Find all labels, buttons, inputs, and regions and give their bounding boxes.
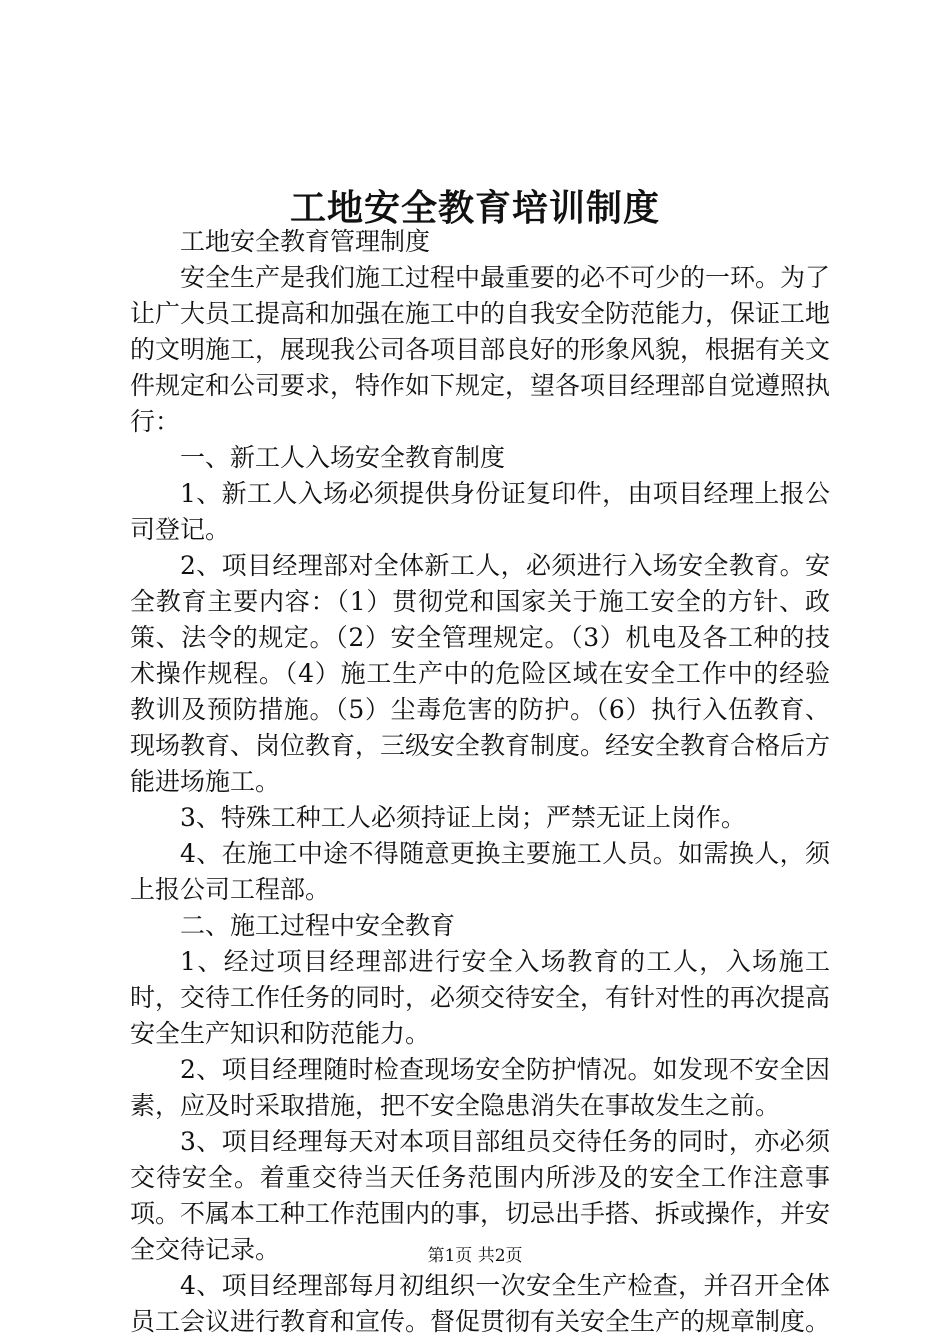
section-2-item-4: 4、项目经理部每月初组织一次安全生产检查，并召开全体员工会议进行教育和宣传。督促贯彻有关安全生产的规章制度。 (130, 1271, 831, 1336)
subtitle-paragraph: 工地安全教育管理制度 (180, 227, 431, 256)
section-1-item-4: 4、在施工中途不得随意更换主要施工人员。如需换人，须上报公司工程部。 (130, 839, 830, 904)
section-1-item-1: 1、新工人入场必须提供身份证复印件，由项目经理上报公司登记。 (130, 479, 830, 544)
page-number-footer: 第1页 共2页 (427, 1246, 523, 1266)
document-title: 工地安全教育培训制度 (289, 187, 660, 229)
section-heading-2: 二、施工过程中安全教育 (180, 911, 456, 940)
section-heading-1: 一、新工人入场安全教育制度 (180, 443, 506, 472)
document-body (130, 224, 830, 1340)
section-2-item-1: 1、经过项目经理部进行安全入场教育的工人，入场施工时，交待工作任务的同时，必须交待安全，有针对性的再次提高安全生产知识和防范能力。 (130, 947, 831, 1048)
section-1-item-2: 2、项目经理部对全体新工人，必须进行入场安全教育。安全教育主要内容：（1）贯彻党和国家关于施工安全的方针、政策、法令的规定。（2）安全管理规定。（3）机电及各工种的技术操作规程。（4）施工生产中的危险区域在安全工作中的经验教训及预防措施。（5）尘毒危害的防护。（6）执行入伍教育、现场教育、岗位教育，三级安全教育制度。经安全教育合格后方能进场施工。 (130, 551, 831, 796)
intro-paragraph: 安全生产是我们施工过程中最重要的必不可少的一环。为了让广大员工提高和加强在施工中的自我安全防范能力，保证工地的文明施工，展现我公司各项目部良好的形象风貌，根据有关文件规定和公司要求，特作如下规定，望各项目经理部自觉遵照执行： (130, 263, 831, 436)
section-1-item-3: 3、特殊工种工人必须持证上岗；严禁无证上岗作。 (180, 803, 746, 832)
section-2-item-3: 3、项目经理每天对本项目部组员交待任务的同时，亦必须交待安全。着重交待当天任务范围内所涉及的安全工作注意事项。不属本工种工作范围内的事，切忌出手搭、拆或操作，并安全交待记录。 (130, 1127, 831, 1264)
section-2-item-2: 2、项目经理随时检查现场安全防护情况。如发现不安全因素，应及时采取措施，把不安全隐患消失在事故发生之前。 (130, 1055, 830, 1120)
